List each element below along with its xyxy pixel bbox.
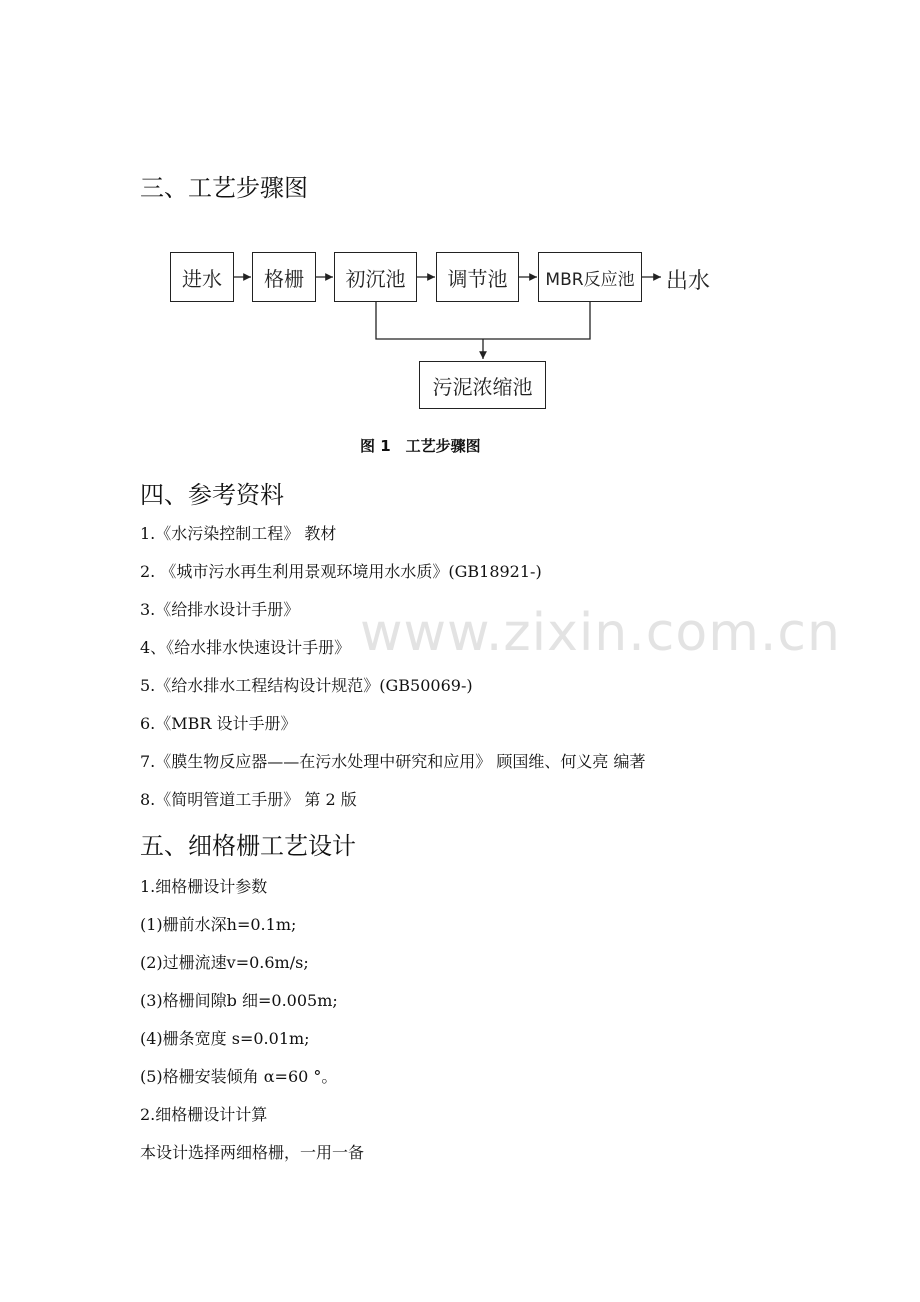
reference-item: 8.《简明管道工手册》 第 2 版 [140,790,357,809]
design-param: (4)栅条宽度 s=0.01m; [140,1029,310,1048]
design-param: (1)栅前水深h=0.1m; [140,915,297,934]
sludge-collection-line [376,302,590,339]
section-heading-fine-screen: 五、细格栅工艺设计 [140,832,356,860]
reference-item: 3.《给排水设计手册》 [140,600,300,619]
flow-node-sludge-thickener: 污泥浓缩池 [419,361,546,409]
flow-node-equalization-tank: 调节池 [436,252,519,302]
design-param: (2)过栅流速v=0.6m/s; [140,953,309,972]
flow-node-mbr-reactor: MBR反应池 [538,252,642,302]
design-params-title: 1.细格栅设计参数 [140,877,268,896]
design-calc-text: 本设计选择两细格栅，一用一备 [140,1143,365,1162]
design-calc-title: 2.细格栅设计计算 [140,1105,268,1124]
reference-item: 6.《MBR 设计手册》 [140,714,297,733]
flow-node-screen: 格栅 [252,252,316,302]
reference-item: 5.《给水排水工程结构设计规范》(GB50069-) [140,676,473,695]
reference-item: 4、《给水排水快速设计手册》 [140,638,351,657]
design-param: (3)格栅间隙b 细=0.005m; [140,991,338,1010]
flow-node-inlet: 进水 [170,252,234,302]
section-heading-references: 四、参考资料 [140,481,284,509]
figure-caption: 图 1 工艺步骤图 [360,437,481,455]
flow-node-outlet: 出水 [666,269,711,294]
reference-item: 1.《水污染控制工程》 教材 [140,524,337,543]
section-heading-process: 三、工艺步骤图 [140,174,308,202]
flow-node-primary-clarifier: 初沉池 [334,252,417,302]
watermark-text: www.zixin.com.cn [360,603,841,663]
reference-item: 7.《膜生物反应器——在污水处理中研究和应用》 顾国维、何义亮 编著 [140,752,646,771]
reference-item: 2. 《城市污水再生利用景观环境用水水质》(GB18921-) [140,562,542,581]
design-param: (5)格栅安装倾角 α=60 °。 [140,1067,338,1086]
